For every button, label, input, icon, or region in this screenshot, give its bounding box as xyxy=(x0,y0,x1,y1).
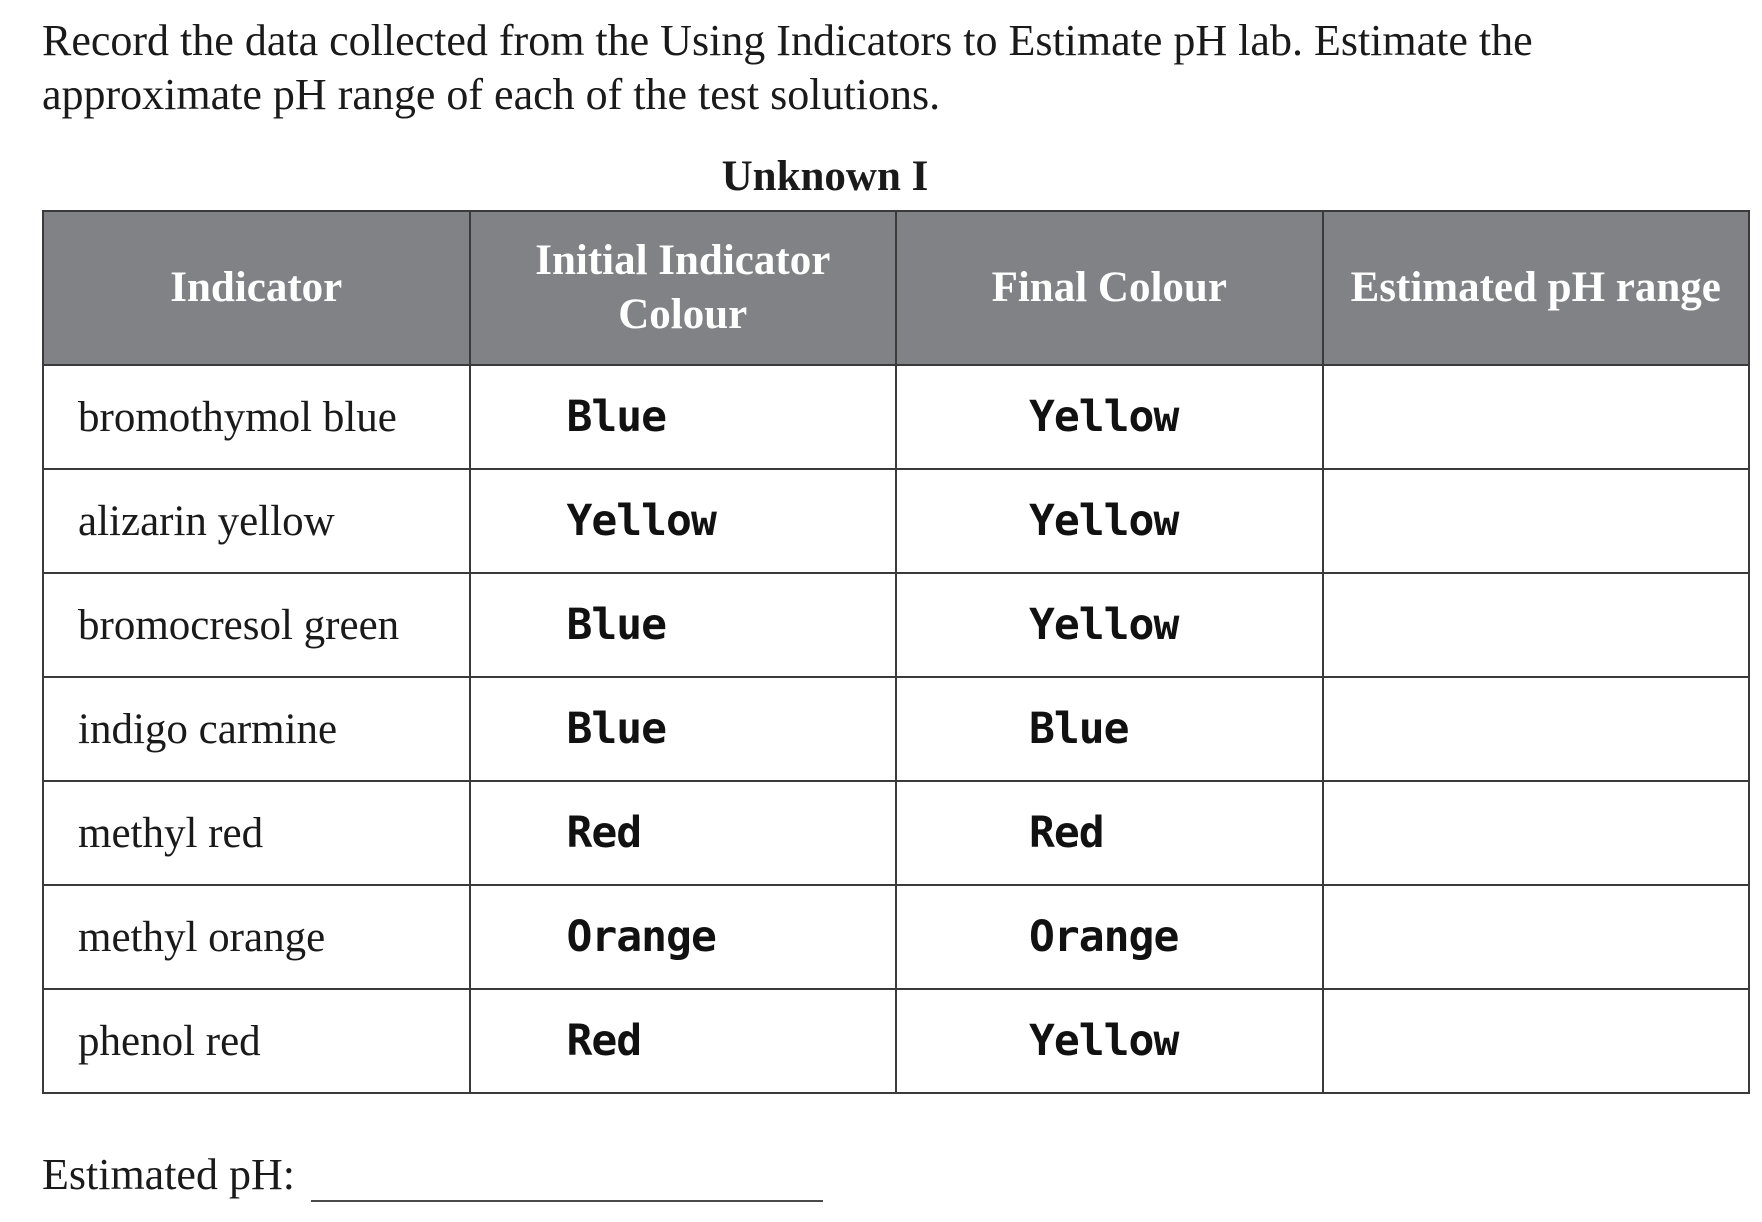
final-colour-cell[interactable]: Red xyxy=(896,781,1323,885)
instructions-text: Record the data collected from the Using Indicators to Estimate pH lab. Estimate the approximate pH range of each of the test solutions. xyxy=(42,16,1533,119)
table-row xyxy=(43,677,1749,781)
estimated-ph-section xyxy=(42,1148,823,1202)
ph-range-cell[interactable] xyxy=(1323,677,1750,781)
indicator-cell: methyl orange xyxy=(43,885,470,989)
table-row xyxy=(43,573,1749,677)
indicator-cell: bromocresol green xyxy=(43,573,470,677)
estimated-ph-answer-blank[interactable] xyxy=(311,1160,823,1202)
ph-range-cell[interactable] xyxy=(1323,573,1750,677)
table-row xyxy=(43,781,1749,885)
header-final-colour: Final Colour xyxy=(896,211,1323,365)
final-colour-cell[interactable]: Blue xyxy=(896,677,1323,781)
table-header-row xyxy=(43,211,1749,365)
indicator-cell: methyl red xyxy=(43,781,470,885)
ph-range-cell[interactable] xyxy=(1323,469,1750,573)
final-colour-cell[interactable]: Orange xyxy=(896,885,1323,989)
header-estimated-ph-range: Estimated pH range xyxy=(1323,211,1750,365)
final-colour-cell[interactable]: Yellow xyxy=(896,573,1323,677)
ph-range-cell[interactable] xyxy=(1323,365,1750,469)
header-initial-colour: Initial Indicator Colour xyxy=(470,211,897,365)
ph-range-cell[interactable] xyxy=(1323,781,1750,885)
indicator-cell: indigo carmine xyxy=(43,677,470,781)
final-colour-cell[interactable]: Yellow xyxy=(896,365,1323,469)
ph-range-cell[interactable] xyxy=(1323,989,1750,1093)
table-row xyxy=(43,365,1749,469)
table-title: Unknown I xyxy=(721,153,929,200)
initial-colour-cell[interactable]: Yellow xyxy=(470,469,897,573)
initial-colour-cell[interactable]: Blue xyxy=(470,677,897,781)
table-row xyxy=(43,469,1749,573)
initial-colour-cell[interactable]: Orange xyxy=(470,885,897,989)
indicator-cell: phenol red xyxy=(43,989,470,1093)
initial-colour-cell[interactable]: Blue xyxy=(470,365,897,469)
indicator-cell: bromothymol blue xyxy=(43,365,470,469)
header-indicator: Indicator xyxy=(43,211,470,365)
table-row xyxy=(43,989,1749,1093)
initial-colour-cell[interactable]: Blue xyxy=(470,573,897,677)
initial-colour-cell[interactable]: Red xyxy=(470,989,897,1093)
estimated-ph-label: Estimated pH: xyxy=(42,1150,295,1199)
initial-colour-cell[interactable]: Red xyxy=(470,781,897,885)
final-colour-cell[interactable]: Yellow xyxy=(896,469,1323,573)
table-row xyxy=(43,885,1749,989)
indicator-data-table xyxy=(42,210,1750,1094)
ph-range-cell[interactable] xyxy=(1323,885,1750,989)
final-colour-cell[interactable]: Yellow xyxy=(896,989,1323,1093)
indicator-cell: alizarin yellow xyxy=(43,469,470,573)
